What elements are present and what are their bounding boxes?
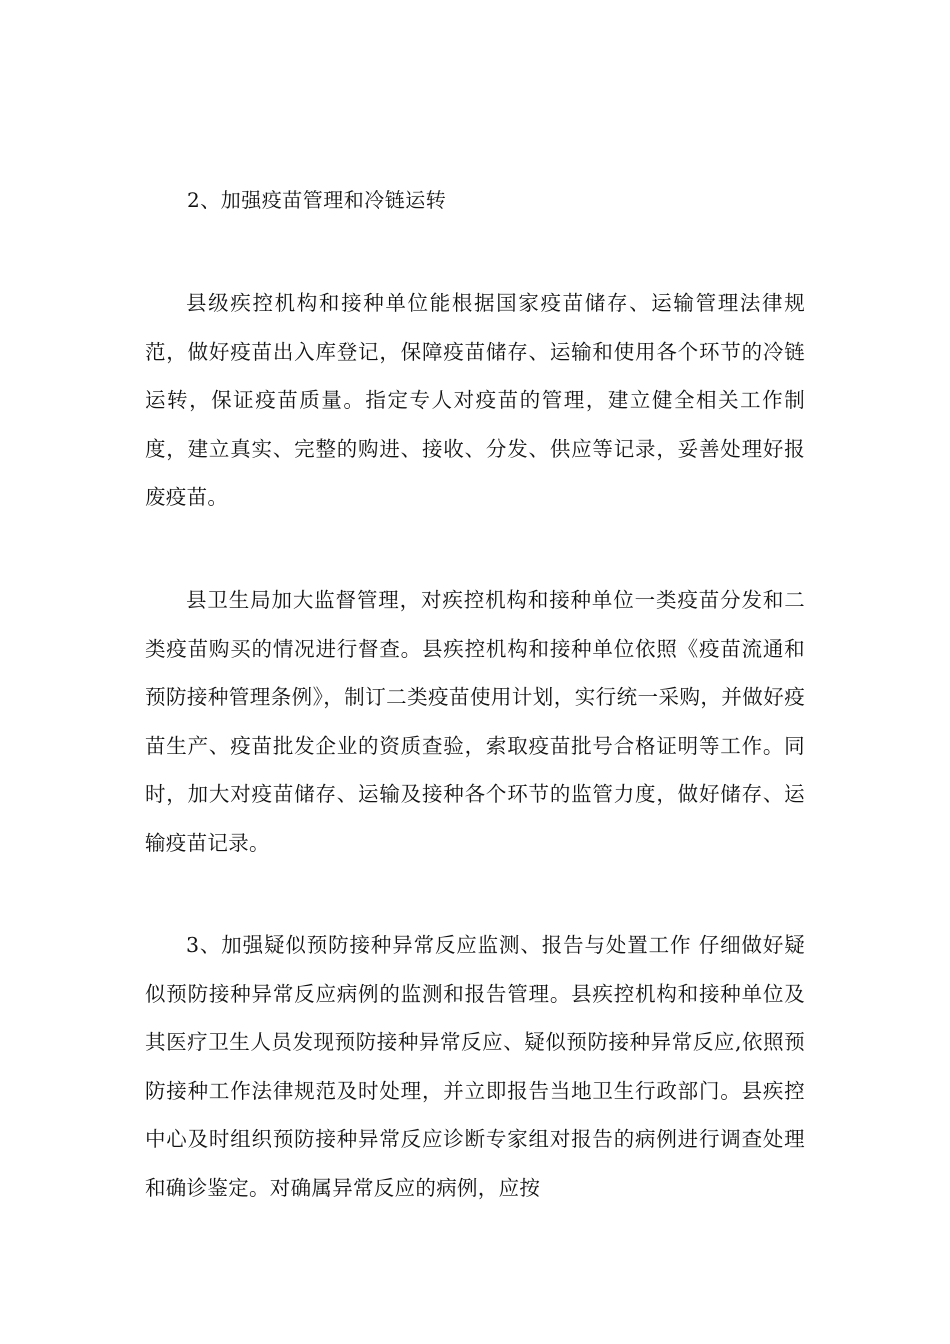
paragraph-adverse-reaction-monitoring: 3、加强疑似预防接种异常反应监测、报告与处置工作 仔细做好疑似预防接种异常反应病例的监测和报告管理。县疾控机构和接种单位及其医疗卫生人员发现预防接种异常反应、疑似预防接种异常反应,依照预防接种工作法律规范及时处理，并立即报告当地卫生行政部门。县疾控中心及时组织预防接种异常反应诊断专家组对报告的病例进行调查处理和确诊鉴定。对确属异常反应的病例，应按 (145, 933, 805, 1200)
section-heading: 2、加强疫苗管理和冷链运转 (187, 188, 447, 212)
paragraph-vaccine-cold-chain: 县级疾控机构和接种单位能根据国家疫苗储存、运输管理法律规范，做好疫苗出入库登记，保障疫苗储存、运输和使用各个环节的冷链运转，保证疫苗质量。指定专人对疫苗的管理，建立健全相关工作制度，建立真实、完整的购进、接收、分发、供应等记录，妥善处理好报废疫苗。 (145, 291, 805, 509)
paragraph-supervision: 县卫生局加大监督管理，对疾控机构和接种单位一类疫苗分发和二类疫苗购买的情况进行督查。县疾控机构和接种单位依照《疫苗流通和预防接种管理条例》，制订二类疫苗使用计划，实行统一采购，并做好疫苗生产、疫苗批发企业的资质查验，索取疫苗批号合格证明等工作。同时，加大对疫苗储存、运输及接种各个环节的监管力度，做好储存、运输疫苗记录。 (145, 588, 805, 855)
